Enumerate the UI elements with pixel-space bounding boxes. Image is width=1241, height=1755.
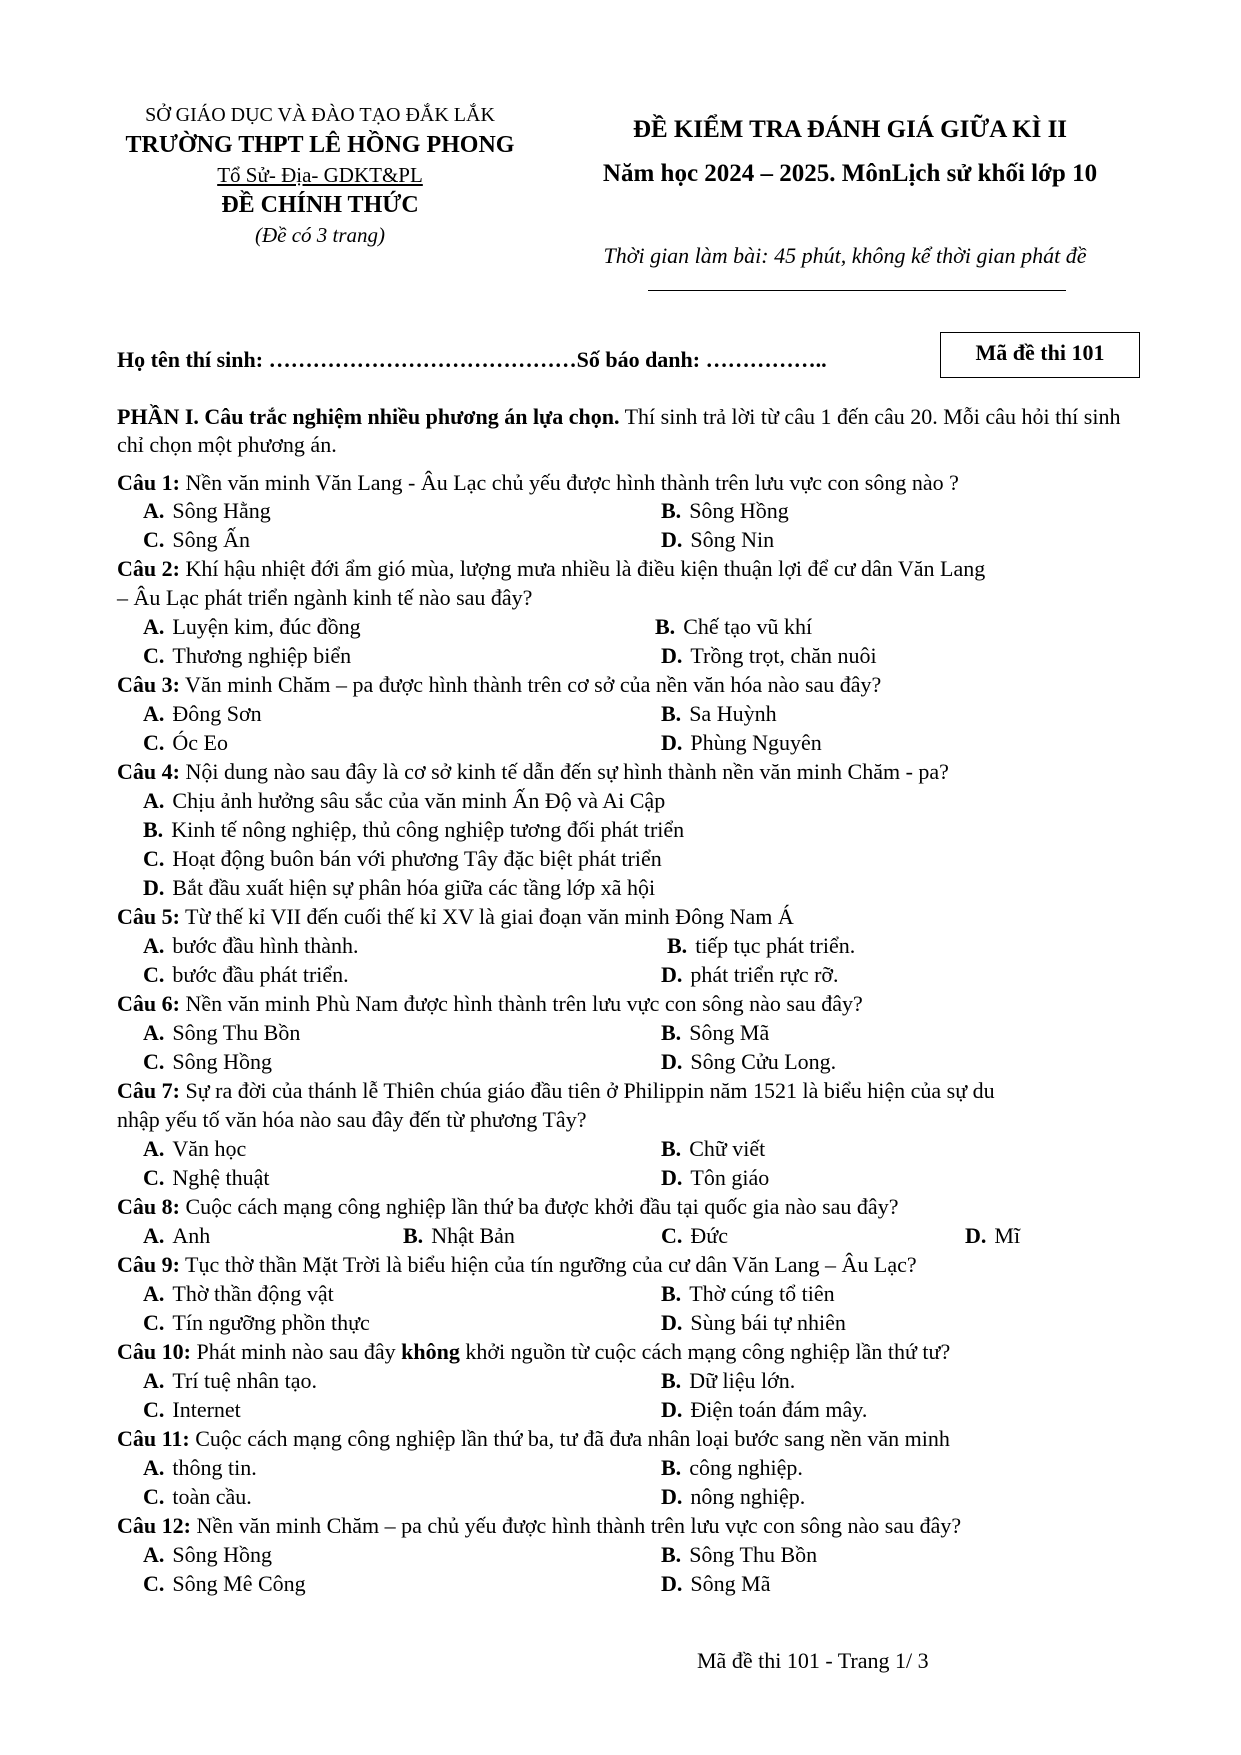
page-footer: Mã đề thi 101 - Trang 1/ 3 — [697, 1648, 929, 1673]
option-letter: D. — [661, 1397, 683, 1422]
option-text: Sông Hồng — [689, 498, 789, 523]
question-3 — [117, 672, 881, 698]
option-a — [143, 701, 262, 727]
option-letter: B. — [661, 1020, 682, 1045]
option-a — [143, 1455, 257, 1481]
option-c — [143, 1571, 306, 1597]
option-text: Thương nghiệp biển — [172, 643, 352, 668]
option-letter: C. — [143, 1571, 165, 1596]
option-letter: B. — [661, 1281, 682, 1306]
option-text: Óc Eo — [172, 730, 228, 755]
option-b — [661, 498, 789, 524]
option-text: Thờ thần động vật — [172, 1281, 334, 1306]
option-d — [661, 730, 822, 756]
option-letter: B. — [661, 1368, 682, 1393]
option-text: Luyện kim, đúc đồng — [172, 614, 361, 639]
option-b — [667, 933, 855, 959]
question-text: Khí hậu nhiệt đới ẩm gió mùa, lượng mưa nhiều là điều kiện thuận lợi để cư dân Văn Lang — [179, 556, 986, 581]
question-label: Câu 9: — [117, 1252, 180, 1277]
option-letter: A. — [143, 614, 165, 639]
official-label: ĐỀ CHÍNH THỨC — [221, 192, 419, 218]
question-6 — [117, 991, 863, 1017]
option-letter: B. — [661, 1136, 682, 1161]
question-1 — [117, 470, 959, 496]
option-b — [661, 1368, 795, 1394]
option-d — [661, 962, 839, 988]
option-a — [143, 933, 358, 959]
option-c — [143, 527, 250, 553]
question-12 — [117, 1513, 961, 1539]
option-letter: B. — [143, 817, 164, 842]
option-letter: D. — [661, 527, 683, 552]
option-c — [143, 1310, 370, 1336]
option-text: Sông Cửu Long. — [690, 1049, 837, 1074]
option-letter: D. — [661, 730, 683, 755]
option-text: Hoạt động buôn bán với phương Tây đặc biệt phát triển — [172, 846, 662, 871]
option-letter: B. — [655, 614, 676, 639]
option-c — [143, 962, 349, 988]
option-letter: A. — [143, 1455, 165, 1480]
question-7-cont: nhập yếu tố văn hóa nào sau đây đến từ phương Tây? — [117, 1107, 587, 1132]
part1-instruction: Thí sinh trả lời từ câu 1 đến câu 20. Mỗi câu hỏi thí sinh chỉ chọn một phương án. — [117, 404, 1121, 457]
exam-year-subject: Năm học 2024 – 2025. MônLịch sử khối lớp 10 — [602, 160, 1098, 187]
option-letter: A. — [143, 701, 165, 726]
candidate-line — [117, 347, 827, 373]
question-label: Câu 8: — [117, 1194, 180, 1219]
option-letter: D. — [661, 962, 683, 987]
option-letter: B. — [403, 1223, 424, 1248]
question-label: Câu 7: — [117, 1078, 180, 1103]
option-letter: C. — [143, 846, 165, 871]
option-a — [143, 788, 665, 814]
question-label: Câu 3: — [117, 672, 180, 697]
option-text: Sông Mã — [690, 1571, 771, 1596]
option-text: Sa Huỳnh — [689, 701, 777, 726]
school-header — [100, 100, 540, 250]
option-a — [143, 1368, 317, 1394]
question-label: Câu 4: — [117, 759, 180, 784]
option-letter: A. — [143, 788, 165, 813]
option-letter: D. — [965, 1223, 987, 1248]
option-c — [143, 1484, 252, 1510]
option-b — [655, 614, 812, 640]
subject-group: Tổ Sử- Địa- GDKT&PL — [217, 163, 423, 187]
option-text: Internet — [172, 1397, 241, 1422]
option-b — [403, 1223, 515, 1249]
option-text: Sông Ấn — [172, 527, 251, 552]
option-a — [143, 1020, 300, 1046]
option-letter: A. — [143, 933, 165, 958]
option-text: Trồng trọt, chăn nuôi — [690, 643, 877, 668]
option-text: Sông Thu Bồn — [172, 1020, 301, 1045]
question-text: Nền văn minh Phù Nam được hình thành trên lưu vực con sông nào sau đây? — [179, 991, 863, 1016]
option-letter: C. — [143, 1165, 165, 1190]
option-text: Anh — [172, 1223, 211, 1248]
option-text: Sông Thu Bồn — [689, 1542, 818, 1567]
option-text: Văn học — [172, 1136, 247, 1161]
option-d — [661, 1165, 769, 1191]
option-a — [143, 1281, 334, 1307]
option-letter: C. — [143, 1310, 165, 1335]
candidate-name-label: Họ tên thí sinh: — [117, 347, 269, 372]
page-count-note: (Đề có 3 trang) — [254, 223, 386, 247]
question-label: Câu 12: — [117, 1513, 191, 1538]
option-letter: B. — [661, 701, 682, 726]
option-text: Đông Sơn — [172, 701, 262, 726]
option-a — [143, 1136, 246, 1162]
option-letter: C. — [661, 1223, 683, 1248]
option-c — [143, 730, 228, 756]
option-d — [661, 1484, 805, 1510]
option-text: Sông Mê Công — [172, 1571, 306, 1596]
question-emphasis: không — [401, 1339, 460, 1364]
option-text: phát triển rực rỡ. — [690, 962, 839, 987]
option-b — [661, 1281, 835, 1307]
option-text: thông tin. — [172, 1455, 257, 1480]
option-text: Mĩ — [994, 1223, 1021, 1248]
school-name: TRƯỜNG THPT LÊ HỒNG PHONG — [125, 132, 515, 158]
option-d — [661, 1397, 867, 1423]
candidate-id-label: Số báo danh: — [576, 347, 706, 372]
question-2 — [117, 556, 985, 582]
option-letter: C. — [143, 1049, 165, 1074]
option-letter: D. — [661, 1049, 683, 1074]
option-c — [143, 1049, 272, 1075]
option-letter: D. — [143, 875, 165, 900]
option-text: Nghệ thuật — [172, 1165, 270, 1190]
option-a — [143, 498, 271, 524]
option-letter: A. — [143, 1136, 165, 1161]
option-text: Trí tuệ nhân tạo. — [172, 1368, 318, 1393]
option-text: Sông Hồng — [172, 1542, 273, 1567]
question-label: Câu 6: — [117, 991, 180, 1016]
option-text: Sùng bái tự nhiên — [690, 1310, 846, 1335]
option-letter: D. — [661, 643, 683, 668]
question-text: Tục thờ thần Mặt Trời là biểu hiện của tín ngưỡng của cư dân Văn Lang – Âu Lạc? — [179, 1252, 917, 1277]
option-text: Sông Mã — [689, 1020, 770, 1045]
question-text: Nền văn minh Chăm – pa chủ yếu được hình thành trên lưu vực con sông nào sau đây? — [190, 1513, 962, 1538]
option-text: Đức — [690, 1223, 728, 1248]
candidate-name-dots: …………………………………… — [268, 347, 577, 372]
question-text: Sự ra đời của thánh lễ Thiên chúa giáo đầu tiên ở Philippin năm 1521 là biểu hiện của sự du — [179, 1078, 995, 1103]
option-c — [143, 643, 351, 669]
question-text: Từ thế kỉ VII đến cuối thế kỉ XV là giai đoạn văn minh Đông Nam Á — [179, 904, 794, 929]
option-d — [661, 527, 774, 553]
question-8 — [117, 1194, 898, 1220]
option-c — [143, 1397, 241, 1423]
option-letter: B. — [661, 498, 682, 523]
option-b — [143, 817, 684, 843]
option-text: bước đầu phát triển. — [172, 962, 349, 987]
option-letter: D. — [661, 1571, 683, 1596]
question-label: Câu 2: — [117, 556, 180, 581]
option-text: Kinh tế nông nghiệp, thủ công nghiệp tương đối phát triển — [171, 817, 685, 842]
option-letter: D. — [661, 1165, 683, 1190]
department-name: SỞ GIÁO DỤC VÀ ĐÀO TẠO ĐẮK LẮK — [145, 104, 495, 126]
option-letter: C. — [143, 730, 165, 755]
question-7 — [117, 1078, 995, 1104]
option-b — [661, 1020, 769, 1046]
option-text: Sông Nin — [690, 527, 775, 552]
option-d — [661, 1310, 846, 1336]
option-letter: B. — [661, 1542, 682, 1567]
option-letter: A. — [143, 1368, 165, 1393]
option-letter: C. — [143, 1484, 165, 1509]
part1-heading — [117, 403, 1127, 459]
part1-title: PHẦN I. Câu trắc nghiệm nhiều phương án lựa chọn. — [117, 404, 620, 429]
option-c — [143, 1165, 270, 1191]
option-d — [661, 1571, 770, 1597]
header-divider — [648, 290, 1066, 291]
option-letter: C. — [143, 643, 165, 668]
question-text: Phát minh nào sau đây — [190, 1339, 402, 1364]
option-letter: C. — [143, 1397, 165, 1422]
option-letter: D. — [661, 1484, 683, 1509]
option-d — [661, 1049, 836, 1075]
question-9 — [117, 1252, 917, 1278]
option-letter: A. — [143, 498, 165, 523]
option-letter: A. — [143, 1281, 165, 1306]
question-text: Nền văn minh Văn Lang - Âu Lạc chủ yếu được hình thành trên lưu vực con sông nào ? — [179, 470, 959, 495]
question-4 — [117, 759, 949, 785]
time-note: Thời gian làm bài: 45 phút, không kể thời gian phát đề — [603, 243, 1087, 268]
question-text: Cuộc cách mạng công nghiệp lần thứ ba được khởi đầu tại quốc gia nào sau đây? — [179, 1194, 899, 1219]
option-text: Chịu ảnh hưởng sâu sắc của văn minh Ấn Độ và Ai Cập — [172, 788, 666, 813]
exam-header — [555, 110, 1145, 194]
question-label: Câu 10: — [117, 1339, 191, 1364]
option-a — [143, 1223, 210, 1249]
option-b — [661, 701, 777, 727]
option-letter: A. — [143, 1223, 165, 1248]
option-d — [143, 875, 655, 901]
option-letter: C. — [143, 962, 165, 987]
option-text: Tôn giáo — [690, 1165, 770, 1190]
question-text: Nội dung nào sau đây là cơ sở kinh tế dẫn đến sự hình thành nền văn minh Chăm - pa? — [179, 759, 949, 784]
exam-code-box: Mã đề thi 101 — [940, 332, 1140, 378]
option-b — [661, 1542, 817, 1568]
option-letter: A. — [143, 1020, 165, 1045]
option-text: Thờ cúng tổ tiên — [689, 1281, 835, 1306]
candidate-id-dots: …………….. — [705, 347, 827, 372]
option-text: Phùng Nguyên — [690, 730, 822, 755]
option-d — [661, 643, 877, 669]
option-text: Chế tạo vũ khí — [683, 614, 813, 639]
question-label: Câu 5: — [117, 904, 180, 929]
question-text: khởi nguồn từ cuộc cách mạng công nghiệp lần thứ tư? — [459, 1339, 951, 1364]
option-text: Tín ngưỡng phồn thực — [172, 1310, 370, 1335]
option-text: bước đầu hình thành. — [172, 933, 359, 958]
option-c — [661, 1223, 728, 1249]
option-text: Bắt đầu xuất hiện sự phân hóa giữa các tầng lớp xã hội — [172, 875, 656, 900]
option-d — [965, 1223, 1020, 1249]
option-text: toàn cầu. — [172, 1484, 252, 1509]
question-11 — [117, 1426, 950, 1452]
exam-title: ĐỀ KIỂM TRA ĐÁNH GIÁ GIỮA KÌ II — [632, 116, 1068, 143]
question-2-cont: – Âu Lạc phát triển ngành kinh tế nào sau đây? — [117, 585, 533, 610]
option-text: công nghiệp. — [689, 1455, 803, 1480]
option-c — [143, 846, 662, 872]
question-text: Cuộc cách mạng công nghiệp lần thứ ba, tư đã đưa nhân loại bước sang nền văn minh — [189, 1426, 950, 1451]
option-text: Nhật Bản — [431, 1223, 515, 1248]
option-text: Chữ viết — [689, 1136, 766, 1161]
option-letter: B. — [661, 1455, 682, 1480]
option-text: nông nghiệp. — [690, 1484, 806, 1509]
option-text: Dữ liệu lớn. — [689, 1368, 796, 1393]
option-text: Sông Hằng — [172, 498, 271, 523]
option-text: Sông Hồng — [172, 1049, 273, 1074]
option-b — [661, 1455, 803, 1481]
option-letter: C. — [143, 527, 165, 552]
option-a — [143, 614, 361, 640]
option-a — [143, 1542, 272, 1568]
option-text: Điện toán đám mây. — [690, 1397, 868, 1422]
question-5 — [117, 904, 794, 930]
option-letter: B. — [667, 933, 688, 958]
option-b — [661, 1136, 765, 1162]
question-text: Văn minh Chăm – pa được hình thành trên cơ sở của nền văn hóa nào sau đây? — [179, 672, 882, 697]
question-label: Câu 1: — [117, 470, 180, 495]
option-text: tiếp tục phát triển. — [695, 933, 856, 958]
question-label: Câu 11: — [117, 1426, 190, 1451]
question-10 — [117, 1339, 950, 1365]
option-letter: A. — [143, 1542, 165, 1567]
option-letter: D. — [661, 1310, 683, 1335]
